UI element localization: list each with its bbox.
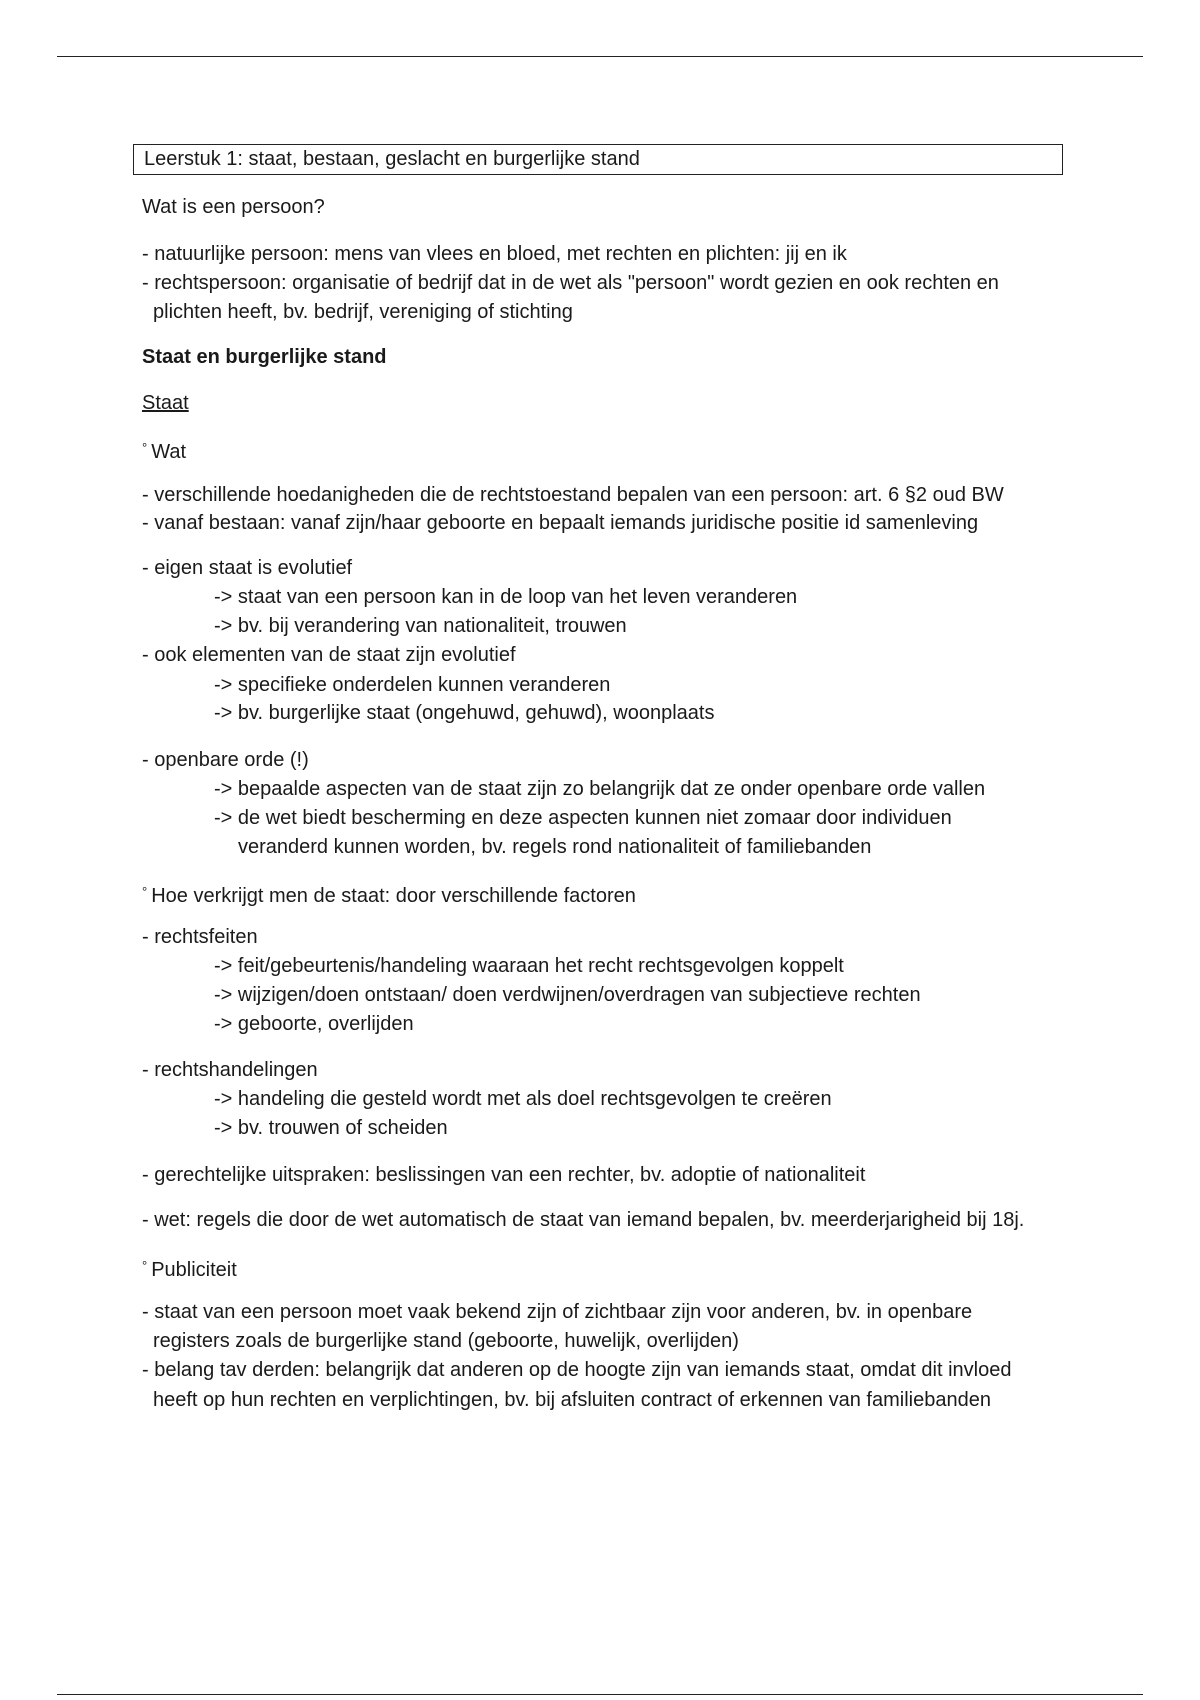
text-line: - rechtspersoon: organisatie of bedrijf dat in de wet als "persoon" wordt gezien en ook rechten en	[142, 272, 999, 294]
sub-line: -> bepaalde aspecten van de staat zijn zo belangrijk dat ze onder openbare orde vallen	[214, 778, 986, 800]
sub-line: -> specifieke onderdelen kunnen veranderen	[214, 674, 611, 696]
bullet-heading-publiciteit: ° Publiciteit	[142, 1258, 237, 1281]
header-rule	[57, 56, 1143, 57]
chapter-title: Leerstuk 1: staat, bestaan, geslacht en burgerlijke stand	[144, 148, 640, 170]
text-line: - wet: regels die door de wet automatisch de staat van iemand bepalen, bv. meerderjarigheid bij 18j.	[142, 1209, 1025, 1231]
footer-rule	[57, 1694, 1143, 1695]
text-line: - rechtshandelingen	[142, 1059, 318, 1081]
bullet-heading-hoe: ° Hoe verkrijgt men de staat: door verschillende factoren	[142, 884, 636, 907]
subsection-heading: Staat	[142, 392, 189, 414]
text-line: - verschillende hoedanigheden die de rechtstoestand bepalen van een persoon: art. 6 §2 oud BW	[142, 484, 1004, 506]
degree-bullet-icon: °	[142, 440, 148, 455]
text-line: - ook elementen van de staat zijn evolutief	[142, 644, 516, 666]
sub-line: veranderd kunnen worden, bv. regels rond nationaliteit of familiebanden	[238, 836, 872, 858]
sub-line: -> bv. burgerlijke staat (ongehuwd, gehuwd), woonplaats	[214, 702, 715, 724]
sub-line: -> bv. bij verandering van nationaliteit, trouwen	[214, 615, 627, 637]
sub-line: -> bv. trouwen of scheiden	[214, 1117, 448, 1139]
sub-line: -> wijzigen/doen ontstaan/ doen verdwijnen/overdragen van subjectieve rechten	[214, 984, 921, 1006]
degree-bullet-icon: °	[142, 1258, 148, 1273]
text-line: heeft op hun rechten en verplichtingen, bv. bij afsluiten contract of erkennen van familiebanden	[153, 1389, 991, 1411]
section-heading: Staat en burgerlijke stand	[142, 346, 387, 368]
text-line: - gerechtelijke uitspraken: beslissingen van een rechter, bv. adoptie of nationaliteit	[142, 1164, 866, 1186]
sub-line: -> handeling die gesteld wordt met als doel rechtsgevolgen te creëren	[214, 1088, 832, 1110]
text-line: registers zoals de burgerlijke stand (geboorte, huwelijk, overlijden)	[153, 1330, 739, 1352]
text-line: - eigen staat is evolutief	[142, 557, 353, 579]
degree-bullet-icon: °	[142, 884, 148, 899]
sub-line: -> feit/gebeurtenis/handeling waaraan het recht rechtsgevolgen koppelt	[214, 955, 844, 977]
sub-line: -> de wet biedt bescherming en deze aspecten kunnen niet zomaar door individuen	[214, 807, 952, 829]
text-line: - openbare orde (!)	[142, 749, 309, 771]
sub-line: -> geboorte, overlijden	[214, 1013, 414, 1035]
text-line: - staat van een persoon moet vaak bekend zijn of zichtbaar zijn voor anderen, bv. in openbare	[142, 1301, 973, 1323]
text-line: - belang tav derden: belangrijk dat anderen op de hoogte zijn van iemands staat, omdat dit invloed	[142, 1359, 1012, 1381]
sub-line: -> staat van een persoon kan in de loop van het leven veranderen	[214, 586, 798, 608]
bullet-heading-wat: ° Wat	[142, 440, 187, 463]
chapter-title-box	[133, 144, 1063, 175]
text-line: plichten heeft, bv. bedrijf, vereniging of stichting	[153, 301, 573, 323]
text-line: - natuurlijke persoon: mens van vlees en bloed, met rechten en plichten: jij en ik	[142, 243, 847, 265]
text-line: - vanaf bestaan: vanaf zijn/haar geboorte en bepaalt iemands juridische positie id samenleving	[142, 512, 979, 534]
question-heading: Wat is een persoon?	[142, 196, 325, 218]
text-line: - rechtsfeiten	[142, 926, 258, 948]
